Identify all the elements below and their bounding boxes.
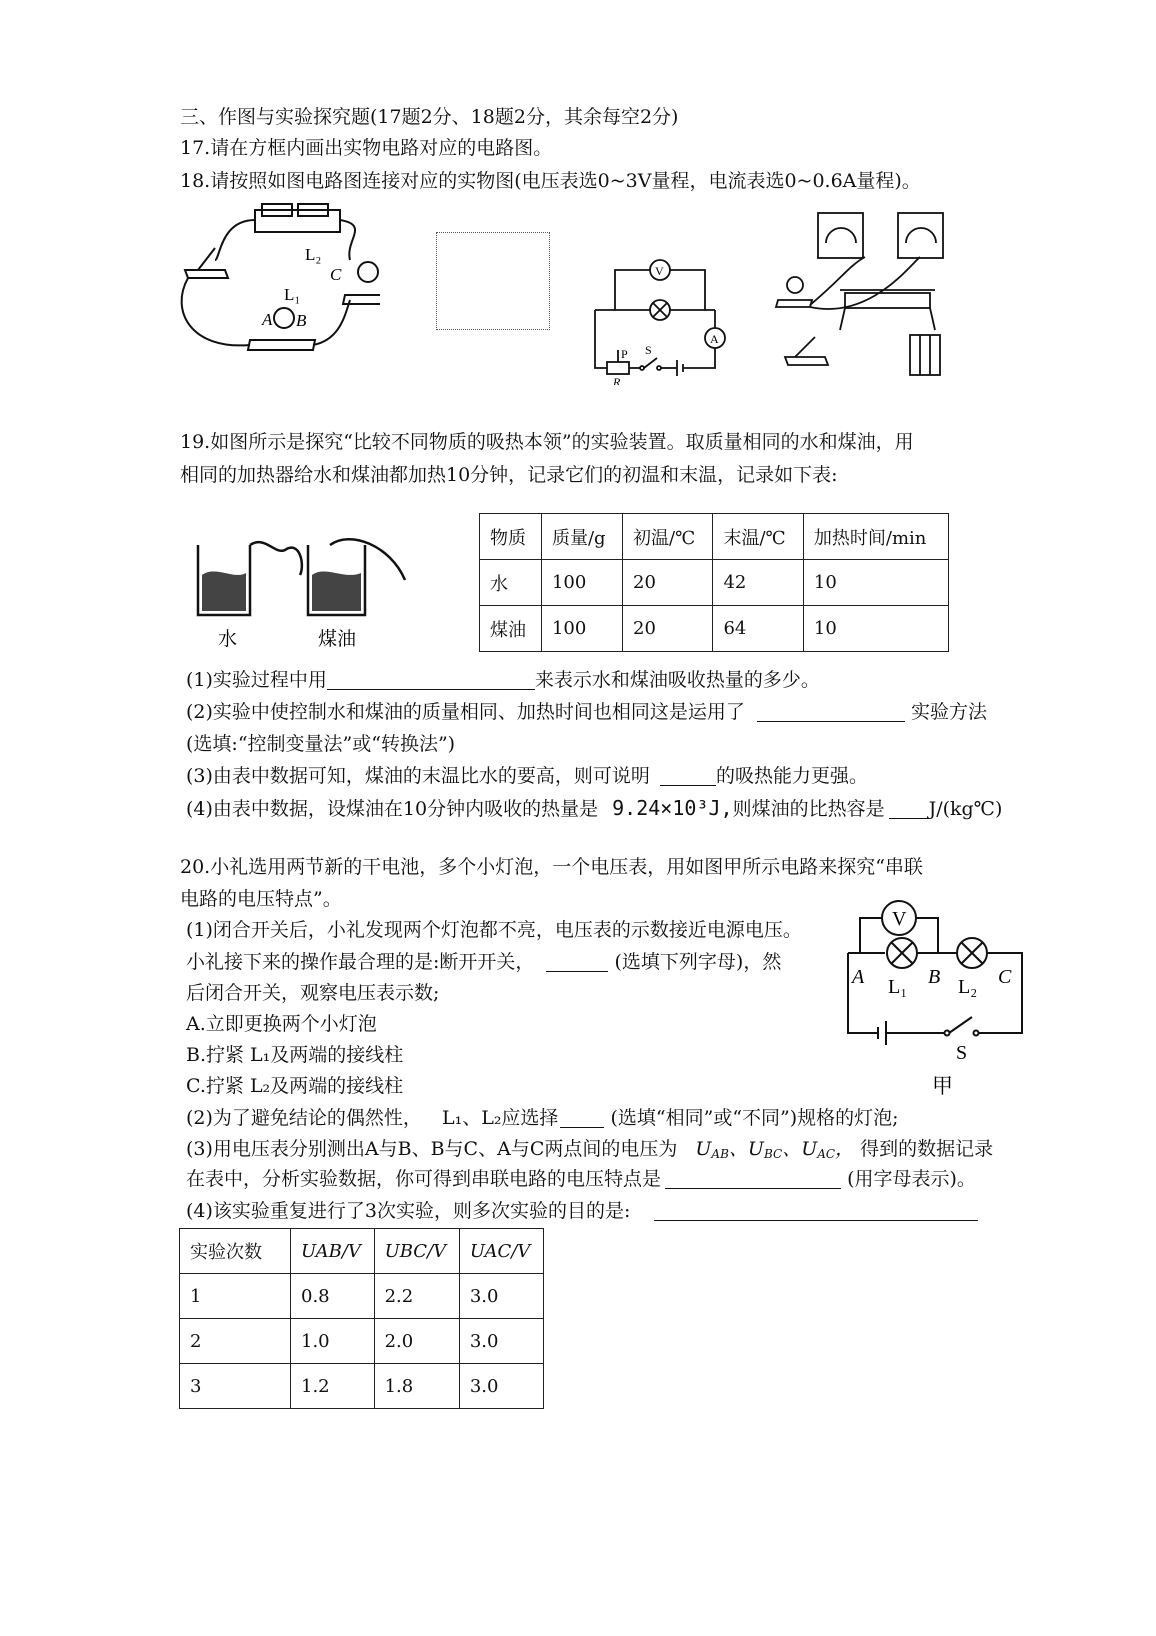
q20-part1-line2 bbox=[186, 949, 781, 975]
q20-part4 bbox=[186, 1198, 978, 1224]
q20-intro-line1: 20.小礼选用两节新的干电池，多个小灯泡，一个电压表，用如图甲所示电路来探究“串联 bbox=[180, 856, 923, 878]
table-cell: 水 bbox=[480, 560, 542, 606]
q19-part2-text-a: (2)实验中使控制水和煤油的质量相同、加热时间也相同这是运用了 bbox=[186, 701, 745, 723]
q20-option-a: A.立即更换两个小灯泡 bbox=[186, 1013, 377, 1035]
question-18: 18.请按照如图电路图连接对应的实物图(电压表选0~3V量程，电流表选0~0.6A量程)。 bbox=[180, 170, 921, 192]
table-cell: 2.2 bbox=[374, 1274, 459, 1319]
q19-part3 bbox=[186, 763, 868, 789]
q19-part2 bbox=[186, 699, 987, 725]
q19-part1-text-a: (1)实验过程中用 bbox=[186, 669, 327, 691]
q20-part3-text-c: 得到的数据记录 bbox=[860, 1138, 994, 1160]
q19-part2-hint: (选填:“控制变量法”或“转换法”) bbox=[186, 733, 456, 755]
table-cell: 3 bbox=[180, 1364, 291, 1409]
q19-apparatus-figure bbox=[190, 505, 420, 660]
table-cell: 1.0 bbox=[291, 1319, 375, 1364]
table-cell: 3.0 bbox=[459, 1319, 543, 1364]
table-cell: 10 bbox=[803, 560, 948, 606]
fig-jia-label-l2: L₂ bbox=[958, 976, 978, 998]
q19-part4 bbox=[186, 795, 1002, 822]
fig17-label-b: B bbox=[296, 311, 307, 330]
q18-circuit-diagram bbox=[585, 250, 735, 385]
table-row bbox=[180, 1364, 544, 1409]
q19-part3-text-b: 的吸热能力更强。 bbox=[715, 765, 868, 787]
fig18-ammeter-label: A bbox=[710, 332, 719, 346]
table-header-cell: UAB/V bbox=[291, 1229, 375, 1274]
table-header-cell: 末温/℃ bbox=[713, 514, 803, 560]
section-heading: 三、作图与实验探究题(17题2分、18题2分，其余每空2分) bbox=[180, 106, 679, 128]
fig-jia-label-s: S bbox=[956, 1042, 968, 1064]
q20-data-table bbox=[179, 1228, 544, 1409]
table-cell: 2 bbox=[180, 1319, 291, 1364]
q18-physical-components-figure bbox=[770, 205, 970, 385]
q17-answer-box bbox=[436, 232, 550, 330]
fig-jia-label-b: B bbox=[928, 966, 941, 988]
fig17-label-l1: L₁ bbox=[284, 285, 301, 304]
q20-part3 bbox=[186, 1136, 993, 1167]
q19-part4-text-c: 则煤油的比热容是 bbox=[732, 798, 885, 820]
table-header-row bbox=[480, 514, 949, 560]
table-header-cell: 物质 bbox=[480, 514, 542, 560]
q19-intro-line2: 相同的加热器给水和煤油都加热10分钟，记录它们的初温和末温，记录如下表: bbox=[180, 464, 838, 486]
q20-part2-text-b: L₁、L₂应选择 bbox=[441, 1107, 559, 1129]
table-header-cell: UBC/V bbox=[374, 1229, 459, 1274]
fig-jia-label-l1: L₁ bbox=[888, 976, 908, 998]
q20-part3-text-a: (3)用电压表分别测出A与B、B与C、A与C两点间的电压为 bbox=[186, 1138, 678, 1160]
q20-part3-answer-blank[interactable] bbox=[665, 1168, 841, 1189]
fig18-label-r: R bbox=[613, 375, 621, 385]
q19-data-table bbox=[479, 513, 949, 652]
q20-part1-line3: 后闭合开关，观察电压表示数; bbox=[186, 982, 440, 1004]
table-row bbox=[480, 560, 949, 606]
fig17-label-l2: L₂ bbox=[305, 245, 322, 264]
q19-part4-heat-value: 9.24×10³J, bbox=[612, 796, 733, 820]
q19-part4-unit: J/(kg℃) bbox=[928, 798, 1003, 820]
q19-part3-answer-blank[interactable] bbox=[660, 765, 716, 786]
table-cell: 3.0 bbox=[459, 1364, 543, 1409]
fig17-label-a: A bbox=[262, 310, 273, 329]
q20-part2-text-a: (2)为了避免结论的偶然性， bbox=[186, 1107, 422, 1129]
q19-label-water: 水 bbox=[218, 629, 238, 650]
q20-part1-line1: (1)闭合开关后，小礼发现两个灯泡都不亮，电压表的示数接近电源电压。 bbox=[186, 919, 802, 941]
q19-part4-answer-blank[interactable] bbox=[889, 798, 929, 819]
table-cell: 42 bbox=[713, 560, 803, 606]
q19-part2-answer-blank[interactable] bbox=[757, 701, 905, 722]
q19-intro-line1: 19.如图所示是探究“比较不同物质的吸热本领”的实验装置。取质量相同的水和煤油，用 bbox=[180, 431, 914, 453]
table-header-cell: 初温/℃ bbox=[623, 514, 713, 560]
q20-circuit-figure-jia bbox=[840, 893, 1030, 1103]
q20-intro-line2: 电路的电压特点”。 bbox=[180, 888, 342, 910]
fig-jia-voltmeter-label: V bbox=[892, 908, 907, 930]
fig-jia-label-c: C bbox=[998, 966, 1012, 988]
q19-part2-text-b: 实验方法 bbox=[911, 701, 988, 723]
q19-part1-answer-blank[interactable] bbox=[327, 669, 535, 690]
table-cell: 10 bbox=[803, 606, 948, 652]
q20-part3-text-e: (用字母表示)。 bbox=[847, 1168, 976, 1190]
table-cell: 1 bbox=[180, 1274, 291, 1319]
fig18-label-s: S bbox=[645, 343, 652, 357]
q20-option-b: B.拧紧 L₁及两端的接线柱 bbox=[186, 1044, 404, 1066]
q20-part2-answer-blank[interactable] bbox=[560, 1107, 604, 1128]
fig-jia-label-a: A bbox=[852, 966, 865, 988]
table-cell: 3.0 bbox=[459, 1274, 543, 1319]
q19-part3-text-a: (3)由表中数据可知，煤油的末温比水的要高，则可说明 bbox=[186, 765, 650, 787]
question-17: 17.请在方框内画出实物电路对应的电路图。 bbox=[180, 137, 553, 159]
q19-part1 bbox=[186, 667, 820, 693]
table-cell: 0.8 bbox=[291, 1274, 375, 1319]
q19-label-kerosene: 煤油 bbox=[318, 629, 357, 650]
table-cell: 64 bbox=[713, 606, 803, 652]
table-cell: 20 bbox=[623, 606, 713, 652]
table-cell: 2.0 bbox=[374, 1319, 459, 1364]
table-cell: 20 bbox=[623, 560, 713, 606]
table-cell: 煤油 bbox=[480, 606, 542, 652]
q20-part1-text-b: 小礼接下来的操作最合理的是:断开开关， bbox=[186, 951, 535, 973]
table-cell: 1.8 bbox=[374, 1364, 459, 1409]
table-cell: 100 bbox=[541, 560, 622, 606]
table-row bbox=[480, 606, 949, 652]
table-header-cell: 实验次数 bbox=[180, 1229, 291, 1274]
q17-physical-circuit-figure bbox=[180, 200, 380, 360]
table-header-cell: 加热时间/min bbox=[803, 514, 948, 560]
q20-part2 bbox=[186, 1105, 899, 1131]
fig17-label-c: C bbox=[330, 265, 342, 284]
q19-part1-text-b: 来表示水和煤油吸收热量的多少。 bbox=[534, 669, 820, 691]
q20-part4-text: (4)该实验重复进行了3次实验，则多次实验的目的是: bbox=[186, 1200, 631, 1222]
table-header-cell: UAC/V bbox=[459, 1229, 543, 1274]
table-row bbox=[180, 1274, 544, 1319]
table-header-row bbox=[180, 1229, 544, 1274]
table-header-cell: 质量/g bbox=[541, 514, 622, 560]
q20-option-c: C.拧紧 L₂及两端的接线柱 bbox=[186, 1075, 404, 1097]
fig18-voltmeter-label: V bbox=[655, 264, 664, 278]
q20-part3-line2 bbox=[186, 1166, 976, 1192]
table-row bbox=[180, 1319, 544, 1364]
q20-part4-answer-blank[interactable] bbox=[654, 1200, 978, 1221]
table-cell: 1.2 bbox=[291, 1364, 375, 1409]
table-cell: 100 bbox=[541, 606, 622, 652]
fig18-label-p: P bbox=[621, 347, 628, 361]
q20-part2-text-c: (选填“相同”或“不同”)规格的灯泡; bbox=[610, 1107, 899, 1129]
q20-part1-text-c: (选填下列字母)，然 bbox=[614, 951, 782, 973]
q20-part3-text-d: 在表中，分析实验数据，你可得到串联电路的电压特点是 bbox=[186, 1168, 662, 1190]
q19-part4-text-a: (4)由表中数据，设煤油在10分钟内吸收的热量是 bbox=[186, 798, 599, 820]
q20-part1-answer-blank[interactable] bbox=[546, 951, 608, 972]
fig-jia-caption: 甲 bbox=[932, 1074, 953, 1098]
q20-part3-voltage-symbols: $U_{AB}$、$U_{BC}$、$U_{AC}$， bbox=[695, 1138, 855, 1161]
